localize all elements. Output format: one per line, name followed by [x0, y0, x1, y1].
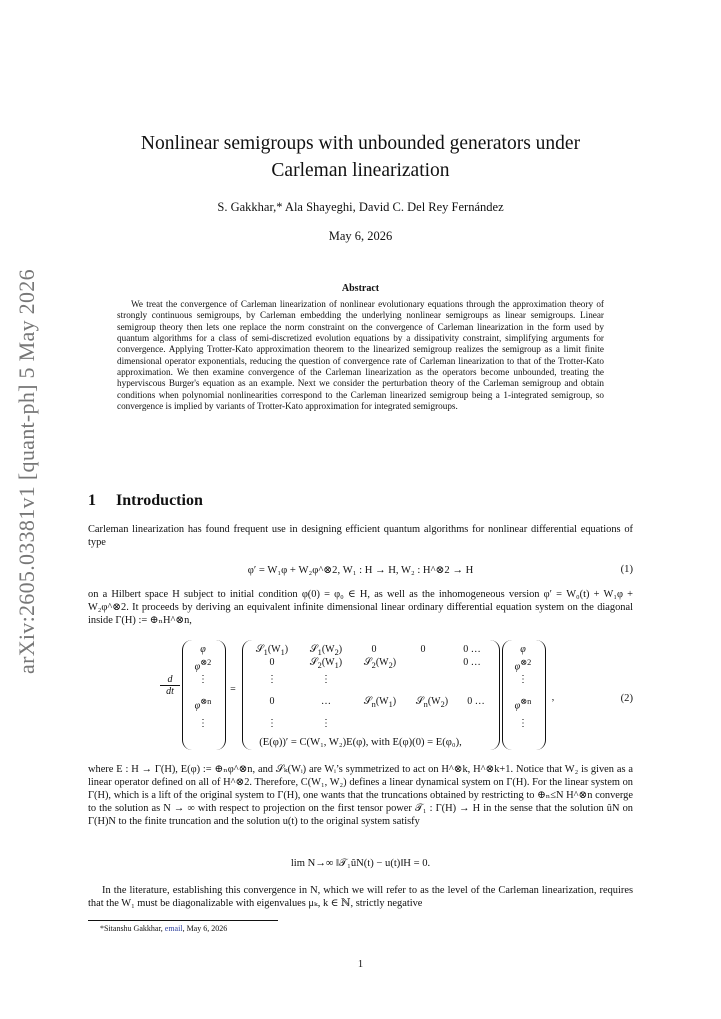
title-line-1: Nonlinear semigroups with unbounded generators under: [140, 133, 581, 154]
equation-2-matrix: d dt φ $\varphi^{\otimes 2}$ ⋮ $\varphi^{\otimes n}$ ⋮ = $𝒮_1(W_1)$ $𝒮_1(W_2)$ 0 0 0 … 0 $𝒮_2(W_1)$ $𝒮_2(W_2)$ 0 … ⋮ ⋮ 0 … $𝒮_n(W_1)$ $𝒮_n(W_2)$ 0 … ⋮ ⋮ φ $\varphi^{\otimes 2}$ ⋮ $\varphi^{\otimes n}$ ⋮ ,: [160, 640, 570, 752]
equation-2-embedding: (E(φ))′ = C(W₁, W₂)E(φ), with E(φ)(0) = E(φ₀),: [259, 737, 462, 748]
equation-2-number: (2): [620, 693, 633, 704]
section-title: Introduction: [116, 492, 203, 509]
paragraph-3: where E : H → Γ(H), E(φ) := ⊕ₙφ^⊗n, and 𝒮ₖ(Wᵢ) are Wᵢ’s symmetrized to act on H^⊗k, H^⊗k+1. Notice that W₂ is given as a linear operator defined on all of H^⊗2. Therefore, C(W₁, W₂) defines a linear dynamical system on Γ(H). For the linear system on Γ(H), which is a lift of the original system to Γ(H), one wants that the truncations obtained by restricting to ⊕ₙ≤N H^⊗n converge to the solution as N → ∞ with respect to projection on the first tensor power 𝒯₁ : Γ(H) → H in the sense that the solution ûN on Γ(H)N to the finite truncation and the solution u(t) to the original system satisfy: [88, 764, 633, 827]
paper-title: [0, 130, 721, 184]
footnote-author: *Sitanshu Gakkhar,: [100, 924, 163, 933]
email-link[interactable]: email: [164, 924, 183, 933]
footnote-date: , May 6, 2026: [182, 924, 228, 933]
d-dt-operator: d dt: [160, 674, 180, 697]
equation-1-number: (1): [620, 564, 633, 575]
author-list: S. Gakkhar,* Ala Shayeghi, David C. Del Rey Fernández: [217, 200, 504, 214]
title-line-2: Carleman linearization: [271, 160, 450, 181]
paper-date: May 6, 2026: [328, 229, 393, 243]
footnote: [100, 924, 227, 933]
equation-1: φ′ = W₁φ + W₂φ^⊗2, W₁ : H → H, W₂ : H^⊗2 → H: [247, 565, 474, 576]
footnote-rule: [88, 920, 278, 921]
equation-3: lim N→∞ ‖𝒯₁ûN(t) − u(t)‖H = 0.: [290, 858, 431, 869]
paragraph-4: In the literature, establishing this convergence in N, which we will refer to as the level of the Carleman linearization, requires that the W₁ must be diagonalizable with eigenvalues μₖ, k ∈ ℕ, strictly negative: [88, 885, 633, 909]
abstract-text: We treat the convergence of Carleman linearization of nonlinear evolutionary equations through the approximation theory of strongly continuous semigroups, by Carleman embedding the underlying nonlinear semigroups as linear semigroups. Linear semigroup theory then lets one replace the norm constraint on the convergence of Carleman linearization in the form used by quantum algorithms for a class of semi-discretized evolution equations by a dissipativity constraint, simplifying arguments for convergence. Applying Trotter-Kato approximation theorem to the linearized semigroup realizes the semigroup as a limit finite dimensional operator exponentials, reducing the question of convergence rate of Carleman linearization to that of the Trotter-Kato approximation. We then examine convergence of the Carleman linearization as the operators become unbounded, treating the hyperviscous Burger's equation as an example. Next we consider the perturbation theory of the Carleman semigroup and obtain conditions when polynomial nonlinearities correspond to the Carleman linearized semigroup being a 1-integrated semigroup, so convergence is implied by variants of Trotter-Kato approximation for integrated semigroups.: [117, 299, 604, 412]
page-number: 1: [357, 959, 364, 970]
paragraph-2: on a Hilbert space H subject to initial condition φ(0) = φ₀ ∈ H, as well as the inhomogeneous version φ′ = W₀(t) + W₁φ + W₂φ^⊗2. It proceeds by deriving an equivalent infinite dimensional linear ordinary differential equation system on the diagonal inside Γ(H) := ⊕ₙH^⊗n,: [88, 589, 633, 626]
section-number: 1: [88, 492, 96, 509]
arxiv-sidebar-stamp: arXiv:2605.03381v1 [quant-ph] 5 May 2026: [14, 269, 39, 674]
abstract-heading: Abstract: [341, 283, 380, 294]
paragraph-1: Carleman linearization has found frequent use in designing efficient quantum algorithms for nonlinear differential equations of type: [88, 524, 633, 548]
section-heading: [88, 492, 203, 510]
